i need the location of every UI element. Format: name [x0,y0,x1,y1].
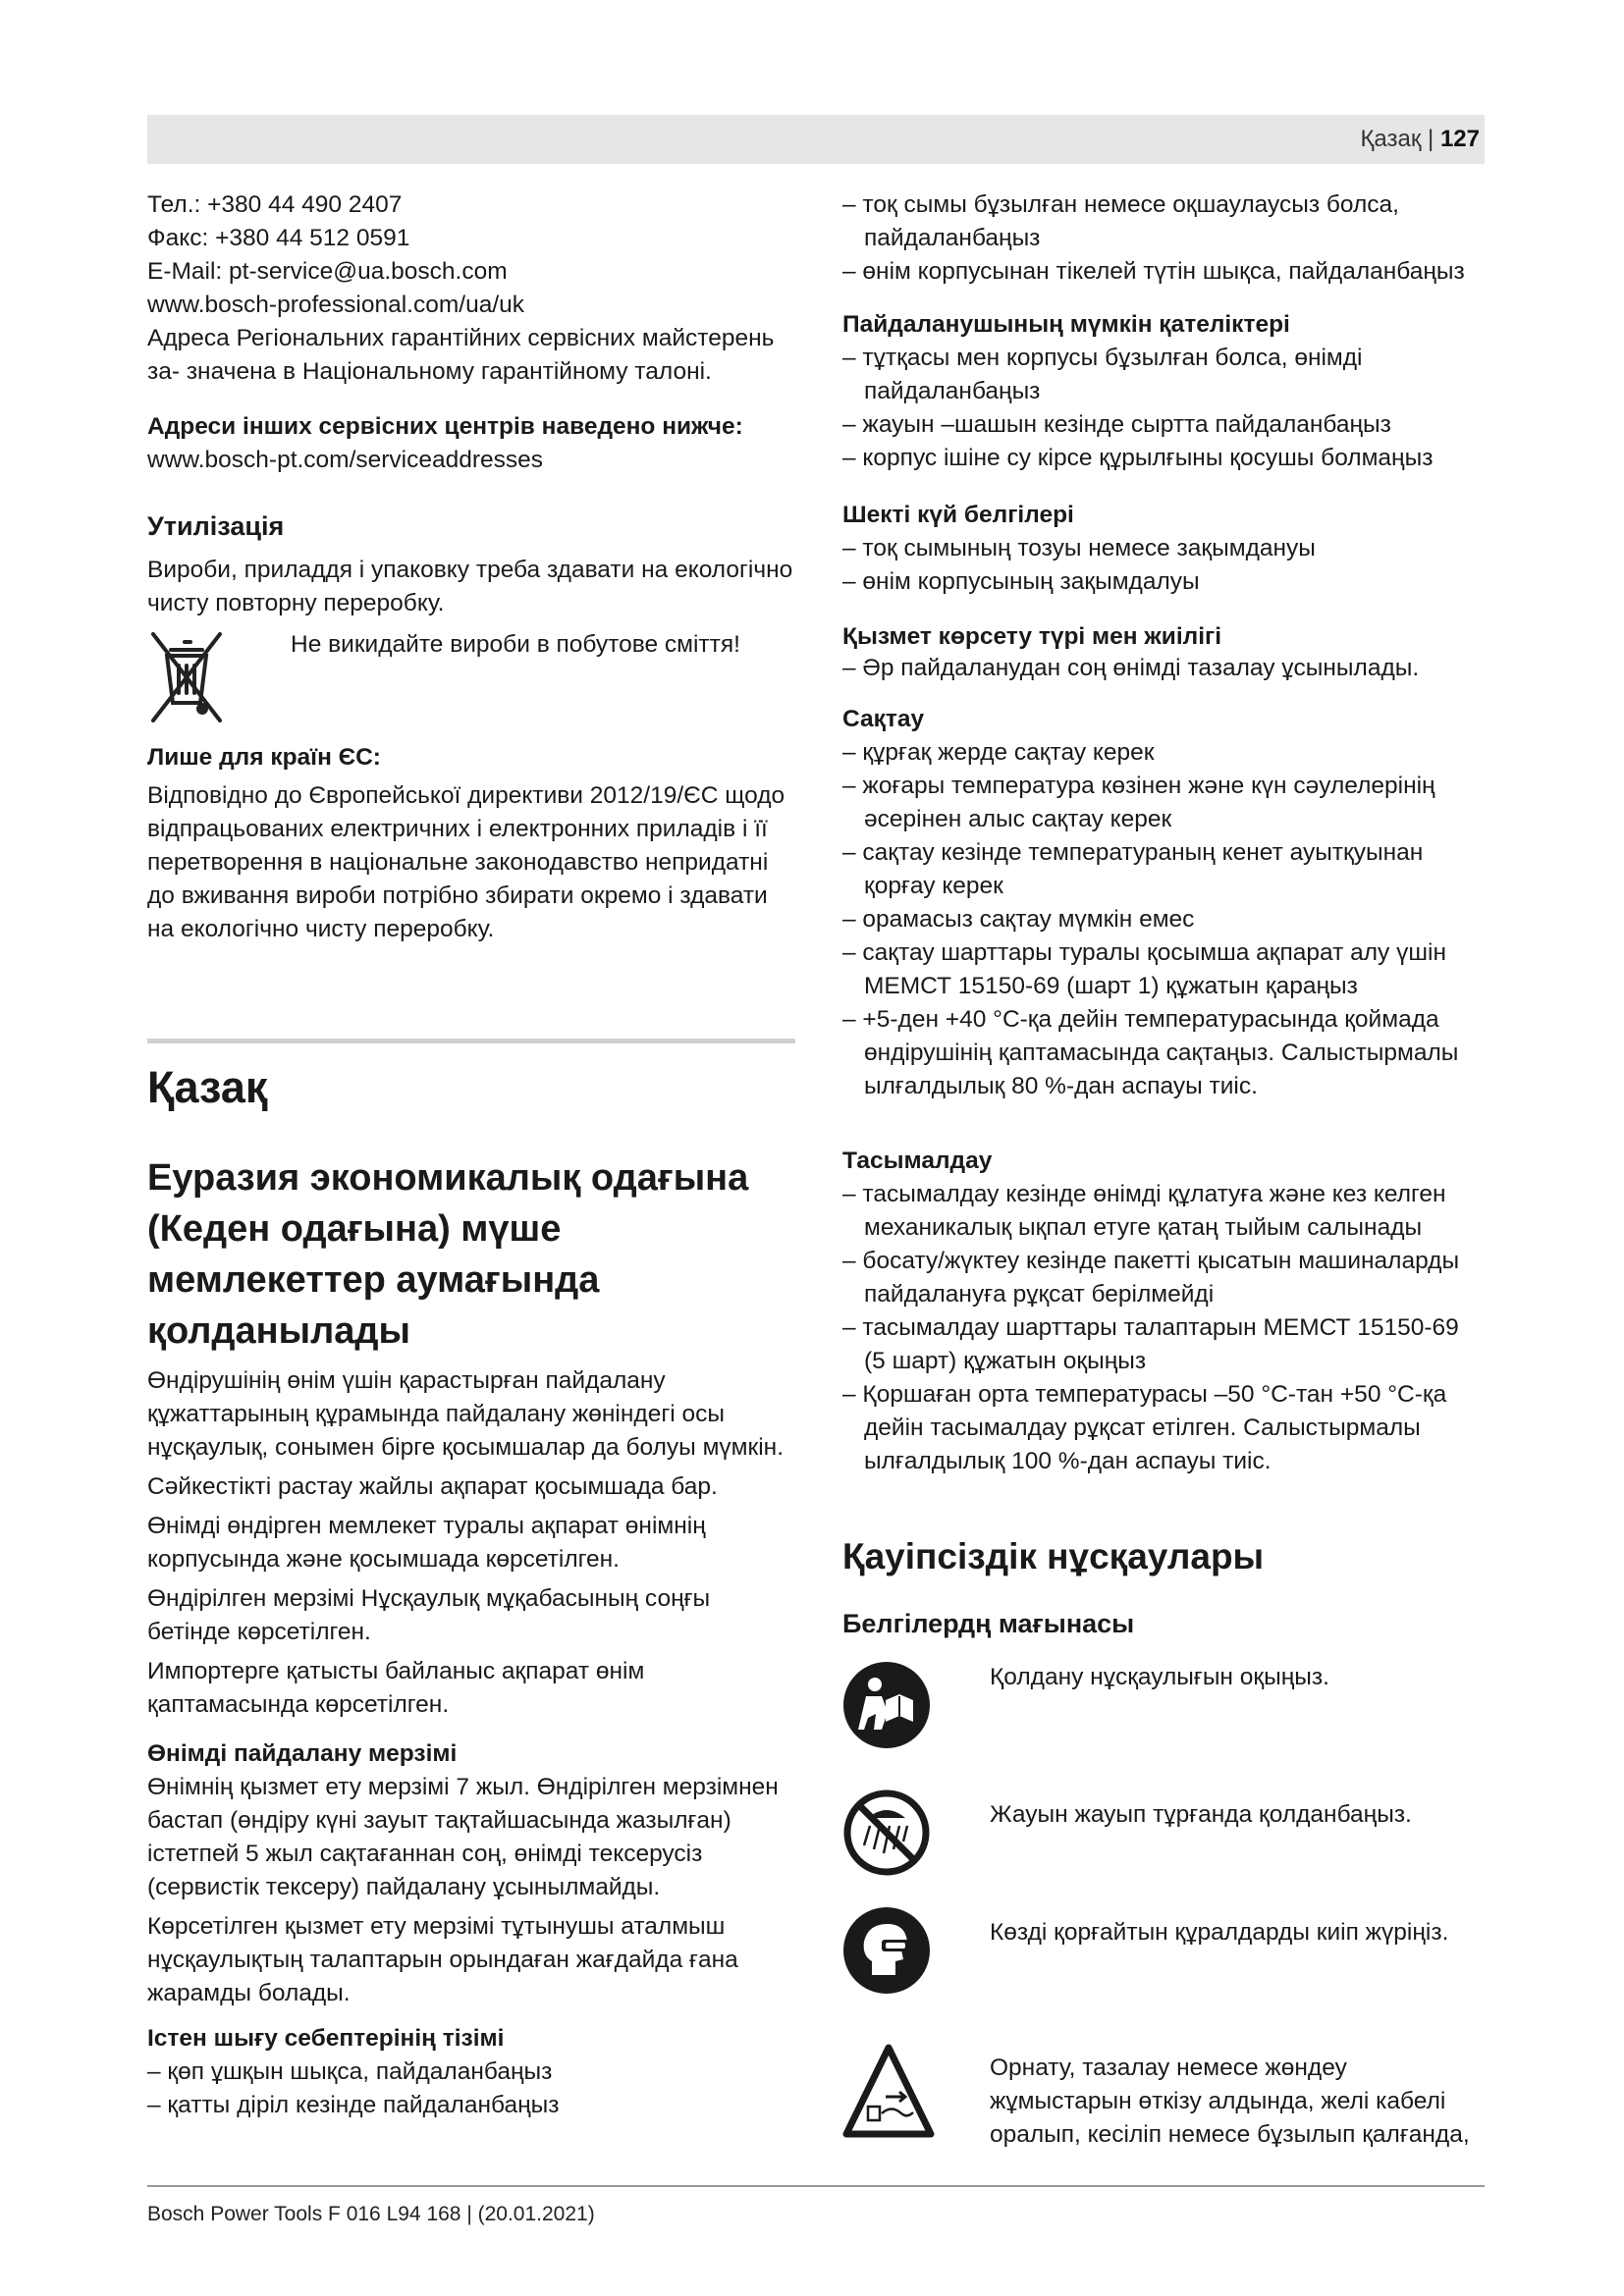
regional-service-text: Адреса Регіональних гарантійних сервісних майстерень за- значена в Національному гарантійному талоні. [147,325,775,385]
eye-protection-icon [842,1906,931,1995]
failure-reasons-list [147,2056,795,2122]
list-item: – қөп ұшқын шықса, пайдаланбаңыз [147,2058,553,2085]
contacts-block [147,188,795,389]
service-life-validity-text: Көрсетілген қызмет ету мерзімі тұтынушы аталмыш нұсқаулықтың талаптарын орындаған жағдайда ғана жарамды болады. [147,1913,738,2006]
transport-list [842,1178,1485,1478]
symbol-text-read-manual: Қолдану нұсқаулығын оқыңыз. [990,1664,1329,1690]
list-item: – қатты діріл кезінде пайдаланбаңыз [147,2092,560,2118]
paragraph-importer: Импортерге қатысты байланыс ақпарат өнім қаптамасында көрсетілген. [147,1658,645,1718]
fax-line: Факс: +380 44 512 0591 [147,225,410,251]
utilization-heading: Утилізація [147,511,285,541]
list-item: – тоқ сымы бұзылған немесе оқшаулаусыз болса, пайдаланбаңыз [842,191,1399,251]
symbol-text-unplug: Орнату, тазалау немесе жөндеу жұмыстарын өткізу алдында, желі кабелі оралып, кесіліп немесе бұзылып қалғанда, [990,2055,1470,2148]
list-item: – Әр пайдаланудан соң өнімді тазалау ұсынылады. [842,655,1420,681]
eu-directive-text: Відповідно до Європейської директиви 2012/19/ЄС щодо відпрацьованих електричних і електронних приладів і її перетворення в національне законодавство непридатні до вживання вироби потрібно збирати окремо і здавати на екологічно чисту переробку. [147,782,785,942]
paragraph-production-date: Өндірілген мерзімі Нұсқаулық мұқабасының соңғы бетінде көрсетілген. [147,1585,711,1645]
weee-note: Не викидайте вироби в побутове сміття! [291,631,740,658]
service-life-text: Өнімнің қызмет ету мерзімі 7 жыл. Өндірілген мерзімнен бастап (өндіру күні зауыт тақтайшасында жазылған) істетпей 5 жыл сақтағаннан соң, өнімді тексерусіз (сервистік тексеру) пайдалану ұсынылмайды. [147,1774,779,1900]
service-type-heading: Қызмет көрсету түрі мен жиілігі [842,623,1222,650]
list-item: – тасымалдау шарттары талаптарын МЕМСТ 15150-69 (5 шарт) құжатын оқыңыз [842,1314,1459,1374]
header-bar [147,115,1485,164]
paragraph-documents: Өндірушінің өнім үшін қарастырған пайдалану құжаттарының құрамында пайдалану жөніндегі осы нұсқаулық, сонымен бірге қосымшалар да болуы мүмкін. [147,1367,785,1461]
weee-bin-icon [147,628,226,726]
list-item: – +5-ден +40 °C-қа дейін температурасында қоймада өндірушінің қаптамасында сақтаңыз. Салыстырмалы ылғалдылық 80 %-дан аспауы тиіс. [842,1006,1459,1099]
list-item: – құрғақ жерде сақтау керек [842,739,1155,766]
symbols-heading: Белгілердң мағынасы [842,1609,1135,1638]
list-item: – орамасыз сақтау мүмкін емес [842,906,1195,933]
no-rain-icon [842,1789,931,1877]
eaeu-paragraphs [147,1364,795,1722]
list-item: – Қоршаған орта температурасы –50 °C-тан +50 °C-қа дейін тасымалдау рұқсат етілген. Салыстырмалы ылғалдылық 100 %-дан аспауы тиіс. [842,1381,1447,1474]
header-separator: | [1421,126,1440,152]
symbol-text-no-rain: Жауын жауып тұрғанда қолданбаңыз. [990,1801,1412,1828]
transport-heading: Тасымалдау [842,1148,993,1174]
failure-reasons-heading: Істен шығу себептерінің тізімі [147,2025,505,2052]
header-section: Қазақ [1360,126,1422,152]
storage-heading: Сақтау [842,706,925,732]
unplug-warning-icon [842,2044,935,2140]
eu-heading: Лише для країн ЄС: [147,744,381,771]
paragraph-country: Өнімді өндірген мемлекет туралы ақпарат өнімнің корпусында және қосымшада көрсетілген. [147,1513,706,1573]
list-item: – тоқ сымының тозуы немесе зақымдануы [842,535,1316,561]
eaeu-heading: Еуразия экономикалық одағына (Кеден одағына) мүше мемлекеттер аумағында қолданылады [147,1157,749,1352]
phone-line: Тел.: +380 44 490 2407 [147,191,403,218]
read-manual-icon [842,1661,931,1749]
service-type-list [842,652,1485,685]
footer-rule [147,2185,1485,2187]
utilization-text: Вироби, приладдя і упаковку треба здавати на екологічно чисту повторну переробку. [147,557,793,616]
service-addresses-link: www.bosch-pt.com/serviceaddresses [147,447,544,473]
list-item: – сақтау кезінде температураның кенет ауытқуынан қорғау керек [842,839,1424,899]
list-item: – жауын –шашын кезінде сыртта пайдаланбаңыз [842,411,1391,438]
section-divider [147,1039,795,1043]
limit-state-heading: Шекті күй белгілері [842,502,1074,528]
page-header [1360,126,1480,153]
email-line: E-Mail: pt-service@ua.bosch.com [147,258,508,285]
service-life-heading: Өнімді пайдалану мерзімі [147,1740,458,1767]
list-item: – босату/жүктеу кезінде пакетті қысатын машиналарды пайдалануға рұқсат берілмейді [842,1248,1460,1308]
list-item: – корпус ішіне су кірсе құрылғыны қосушы болмаңыз [842,445,1434,471]
user-errors-heading: Пайдаланушының мүмкін қателіктері [842,311,1290,338]
list-item: – сақтау шарттары туралы қосымша ақпарат алу үшін МЕМСТ 15150-69 (шарт 1) құжатын қараңыз [842,939,1446,999]
list-item: – өнім корпусынан тікелей түтін шықса, пайдаланбаңыз [842,258,1465,285]
storage-list [842,736,1485,1103]
footer: Bosch Power Tools F 016 L94 168 | (20.01.2021) [147,2203,595,2225]
kazakh-section-title: Қазақ [147,1062,268,1112]
user-errors-list [842,342,1485,475]
list-item: – жоғары температура көзінен және күн сәулелерінің әсерінен алыс сақтау керек [842,773,1435,832]
list-item: – өнім корпусының зақымдалуы [842,568,1200,595]
limit-state-list [842,532,1485,599]
list-item: – тұтқасы мен корпусы бұзылған болса, өнімді пайдаланбаңыз [842,345,1363,404]
safety-heading: Қауіпсіздік нұсқаулары [842,1536,1265,1576]
other-centers-label: Адреси інших сервісних центрів наведено нижче: [147,413,743,440]
list-item: – тасымалдау кезінде өнімді құлатуға және кез келген механикалық ықпал етуге қатаң тыйым салынады [842,1181,1446,1241]
symbol-text-eye-protection: Көзді қорғайтын құралдарды киіп жүріңіз. [990,1919,1449,1946]
failure-reasons-list-cont [842,188,1485,289]
website-line: www.bosch-professional.com/ua/uk [147,292,525,318]
paragraph-conformity: Сәйкестікті растау жайлы ақпарат қосымшада бар. [147,1473,718,1500]
page-number: 127 [1439,126,1480,152]
